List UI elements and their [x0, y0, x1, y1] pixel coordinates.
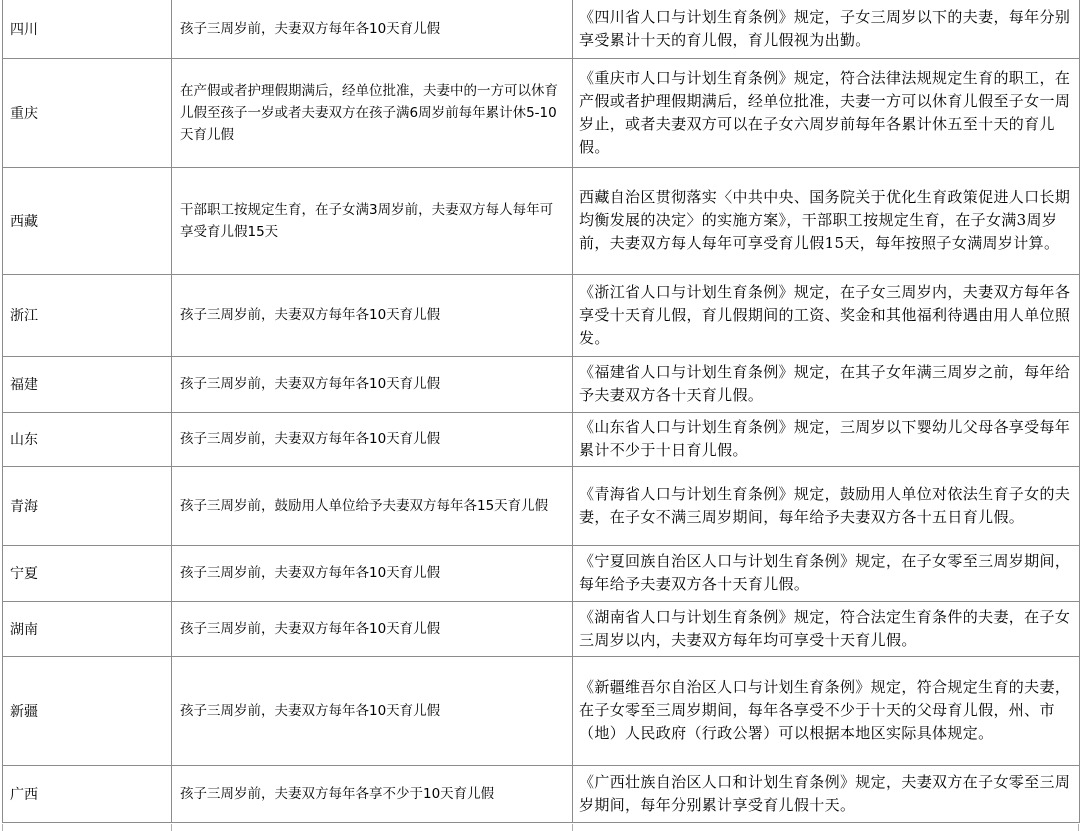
province-cell: 青海: [3, 466, 172, 545]
policy-cell: 孩子三周岁前，夫妻双方每年各10天育儿假: [172, 274, 573, 356]
policy-cell: 孩子三周岁前，夫妻双方每年各10天育儿假: [172, 0, 573, 58]
next-row-edge: [2, 824, 1079, 831]
province-cell: 新疆: [3, 656, 172, 765]
column-divider: [171, 824, 172, 831]
table-row-xinjiang: [3, 656, 1080, 765]
policy-cell: 孩子三周岁前，夫妻双方每年各10天育儿假: [172, 601, 573, 656]
table-row-xizang: [3, 167, 1080, 274]
table-row-zhejiang: [3, 274, 1080, 356]
legal-basis-cell: 《广西壮族自治区人口和计划生育条例》规定，夫妻双方在子女零至三周岁期间，每年分别累计享受育儿假十天。: [573, 765, 1080, 822]
policy-cell: 干部职工按规定生育，在子女满3周岁前，夫妻双方每人每年可享受育儿假15天: [172, 167, 573, 274]
policy-cell: 孩子三周岁前，夫妻双方每年各享不少于10天育儿假: [172, 765, 573, 822]
policy-cell: 在产假或者护理假期满后，经单位批准，夫妻中的一方可以休育儿假至孩子一岁或者夫妻双方在孩子满6周岁前每年累计休5-10天育儿假: [172, 58, 573, 167]
table-row-chongqing: [3, 58, 1080, 167]
table-row-guangxi: [3, 765, 1080, 822]
legal-basis-cell: 《湖南省人口与计划生育条例》规定，符合法定生育条件的夫妻，在子女三周岁以内，夫妻双方每年均可享受十天育儿假。: [573, 601, 1080, 656]
policy-cell: 孩子三周岁前，夫妻双方每年各10天育儿假: [172, 412, 573, 466]
legal-basis-cell: 西藏自治区贯彻落实〈中共中央、国务院关于优化生育政策促进人口长期均衡发展的决定〉的实施方案》，干部职工按规定生育，在子女满3周岁前，夫妻双方每人每年可享受育儿假15天，每年按照子女满周岁计算。: [573, 167, 1080, 274]
table-row-fujian: [3, 356, 1080, 412]
table-row-shandong: [3, 412, 1080, 466]
table-row-hunan: [3, 601, 1080, 656]
policy-cell: 孩子三周岁前，夫妻双方每年各10天育儿假: [172, 656, 573, 765]
province-cell: 福建: [3, 356, 172, 412]
policy-cell: 孩子三周岁前，夫妻双方每年各10天育儿假: [172, 356, 573, 412]
legal-basis-cell: 《山东省人口与计划生育条例》规定，三周岁以下婴幼儿父母各享受每年累计不少于十日育儿假。: [573, 412, 1080, 466]
legal-basis-cell: 《四川省人口与计划生育条例》规定，子女三周岁以下的夫妻，每年分别享受累计十天的育儿假，育儿假视为出勤。: [573, 0, 1080, 58]
province-cell: 宁夏: [3, 545, 172, 601]
province-cell: 广西: [3, 765, 172, 822]
column-divider: [572, 824, 573, 831]
province-cell: 湖南: [3, 601, 172, 656]
legal-basis-cell: 《青海省人口与计划生育条例》规定，鼓励用人单位对依法生育子女的夫妻，在子女不满三周岁期间，每年给予夫妻双方各十五日育儿假。: [573, 466, 1080, 545]
table-row-ningxia: [3, 545, 1080, 601]
legal-basis-cell: 《宁夏回族自治区人口与计划生育条例》规定，在子女零至三周岁期间，每年给予夫妻双方各十天育儿假。: [573, 545, 1080, 601]
province-cell: 重庆: [3, 58, 172, 167]
legal-basis-cell: 《重庆市人口与计划生育条例》规定，符合法律法规规定生育的职工，在产假或者护理假期满后，经单位批准，夫妻一方可以休育儿假至子女一周岁止，或者夫妻双方可以在子女六周岁前每年各累计休五至十天的育儿假。: [573, 58, 1080, 167]
legal-basis-cell: 《新疆维吾尔自治区人口与计划生育条例》规定，符合规定生育的夫妻，在子女零至三周岁期间，每年各享受不少于十天的父母育儿假，州、市（地）人民政府（行政公署）可以根据本地区实际具体规定。: [573, 656, 1080, 765]
legal-basis-cell: 《福建省人口与计划生育条例》规定，在其子女年满三周岁之前，每年给予夫妻双方各十天育儿假。: [573, 356, 1080, 412]
parental-leave-table: [2, 0, 1080, 823]
legal-basis-cell: 《浙江省人口与计划生育条例》规定，在子女三周岁内，夫妻双方每年各享受十天育儿假，育儿假期间的工资、奖金和其他福利待遇由用人单位照发。: [573, 274, 1080, 356]
province-cell: 浙江: [3, 274, 172, 356]
policy-cell: 孩子三周岁前，夫妻双方每年各10天育儿假: [172, 545, 573, 601]
province-cell: 山东: [3, 412, 172, 466]
province-cell: 西藏: [3, 167, 172, 274]
province-cell: 四川: [3, 0, 172, 58]
policy-cell: 孩子三周岁前，鼓励用人单位给予夫妻双方每年各15天育儿假: [172, 466, 573, 545]
table-row-sichuan: [3, 0, 1080, 58]
table-row-qinghai: [3, 466, 1080, 545]
